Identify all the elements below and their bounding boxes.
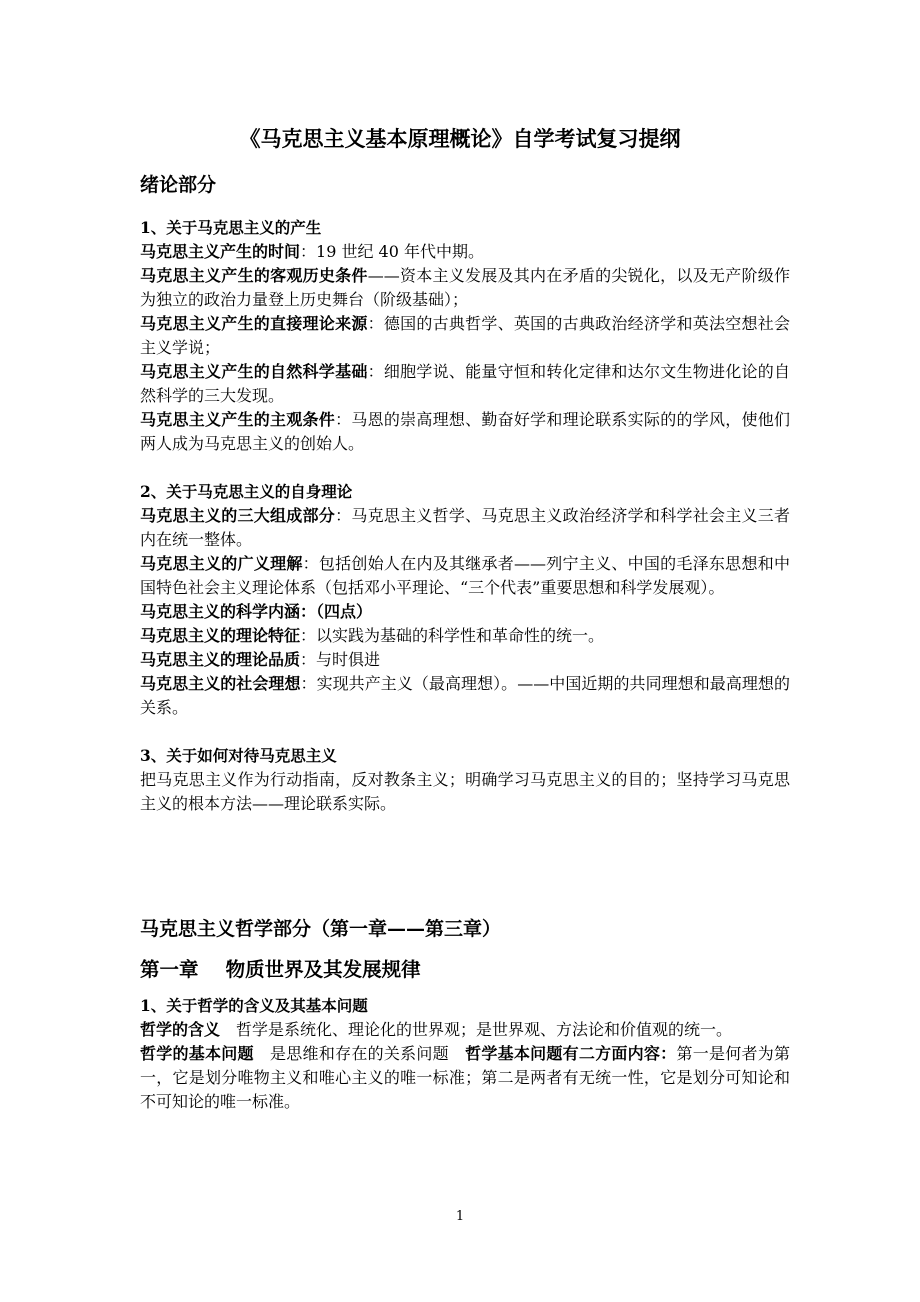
term-label: 马克思主义产生的时间 (140, 242, 301, 261)
term-label: 马克思主义的科学内涵：（四点） (140, 602, 373, 621)
paragraph-scientific-content (140, 600, 790, 624)
paragraph-text: ：与时俱进 (300, 650, 381, 669)
paragraph-social-ideal (140, 672, 790, 720)
subsection-heading-philosophy-meaning: 1、关于哲学的含义及其基本问题 (140, 996, 368, 1015)
chapter-heading-1: 第一章 物质世界及其发展规律 (140, 958, 421, 981)
paragraph-theory-quality (140, 648, 790, 672)
section-heading-intro: 绪论部分 (140, 174, 217, 196)
paragraph-text: ：包括创始人在内及其继承者——列宁主义、中国的毛泽东思想和中国特色社会主义理论体系（包括邓小平理论、“三个代表”重要思想和科学发展观）。 (140, 554, 790, 597)
term-label: 马克思主义的广义理解 (140, 554, 303, 573)
paragraph-text: ——资本主义发展及其内在矛盾的尖锐化，以及无产阶级作为独立的政治力量登上历史舞台（阶级基础）； (140, 266, 790, 309)
paragraph-text: ：德国的古典哲学、英国的古典政治经济学和英法空想社会主义学说； (140, 314, 790, 357)
term-label: 马克思主义产生的主观条件 (140, 410, 336, 429)
paragraph-text: ：19 世纪 40 年代中期。 (300, 242, 484, 261)
paragraph-text: 是思维和存在的关系问题 (253, 1044, 466, 1063)
term-label: 哲学的基本问题 (140, 1044, 254, 1063)
term-label: 马克思主义产生的直接理论来源 (140, 314, 368, 333)
paragraph-broad-meaning (140, 552, 790, 600)
document-body (140, 170, 790, 1114)
term-label: 马克思主义的理论品质 (140, 650, 301, 669)
subsection-heading-attitude: 3、关于如何对待马克思主义 (140, 746, 337, 765)
paragraph-origin-subjective (140, 408, 790, 456)
term-label: 马克思主义产生的自然科学基础 (140, 362, 368, 381)
paragraph-text: ：马克思主义哲学、马克思主义政治经济学和科学社会主义三者内在统一整体。 (140, 506, 790, 549)
paragraph-text: 第一是何者为第一，它是划分唯物主义和唯心主义的唯一标准；第二是两者有无统一性，它是划分可知论和不可知论的唯一标准。 (140, 1044, 790, 1111)
page-number: 1 (455, 1209, 465, 1224)
paragraph-philosophy-meaning (140, 1018, 790, 1042)
term-label: 马克思主义的三大组成部分 (140, 506, 336, 525)
section-heading-philosophy: 马克思主义哲学部分（第一章——第三章） (140, 918, 502, 940)
paragraph-text: ：实现共产主义（最高理想）。——中国近期的共同理想和最高理想的关系。 (140, 674, 790, 717)
paragraph-basic-question (140, 1042, 790, 1114)
document-title: 《马克思主义基本原理概论》自学考试复习提纲 (239, 126, 681, 151)
paragraph-origin-science (140, 360, 790, 408)
paragraph-components (140, 504, 790, 552)
term-label: 马克思主义的理论特征 (140, 626, 301, 645)
subsection-heading-theory: 2、关于马克思主义的自身理论 (140, 482, 353, 501)
paragraph-theory-feature (140, 624, 790, 648)
paragraph-attitude: 把马克思主义作为行动指南，反对教条主义；明确学习马克思主义的目的；坚持学习马克思主义的根本方法——理论联系实际。 (140, 770, 790, 813)
term-label: 马克思主义产生的客观历史条件 (140, 266, 368, 285)
term-label: 哲学的含义 (140, 1020, 221, 1039)
paragraph-text: ：以实践为基础的科学性和革命性的统一。 (300, 626, 605, 645)
paragraph-text: 哲学是系统化、理论化的世界观；是世界观、方法论和价值观的统一。 (220, 1020, 733, 1039)
paragraph-origin-time (140, 240, 790, 264)
paragraph-origin-history (140, 264, 790, 312)
paragraph-text: ：细胞学说、能量守恒和转化定律和达尔文生物进化论的自然科学的三大发现。 (140, 362, 790, 405)
paragraph-text: ：马恩的崇高理想、勤奋好学和理论联系实际的的学风，使他们两人成为马克思主义的创始人。 (140, 410, 790, 453)
term-label: 哲学基本问题有二方面内容： (465, 1044, 677, 1063)
paragraph-origin-theory (140, 312, 790, 360)
subsection-heading-origin: 1、关于马克思主义的产生 (140, 218, 322, 237)
term-label: 马克思主义的社会理想 (140, 674, 301, 693)
